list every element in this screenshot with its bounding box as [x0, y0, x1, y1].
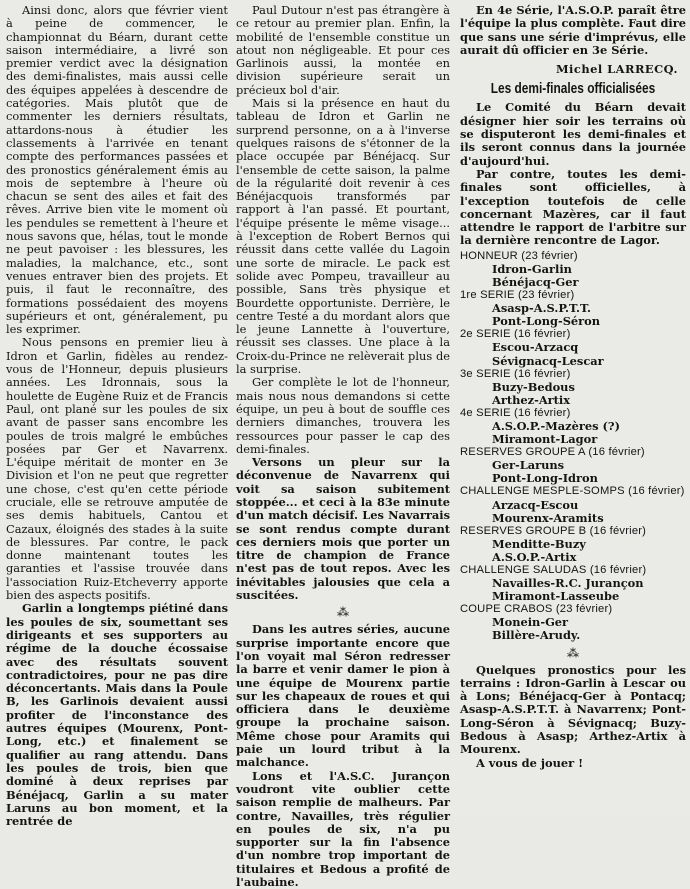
article-paragraph: Ger complète le lot de l'honneur, mais nous nous demandons si cette équipe, un peu à bout de souffle ces derniers dimanches, trouvera les ressources pour passer le cap des demi-finales.: [236, 375, 450, 456]
fixture-category: CHALLENGE SALUDAS (16 février): [460, 564, 647, 576]
article-paragraph: Garlin a longtemps piétiné dans les poules de six, soumettant ses dirigeants et ses supporters au régime de la douche écossaise avec des résultats souvent contradictoires, pour ne pas dire déconcertants. Mais dans la Poule B, les Garlinois devaient aussi profiter de l'inconstance des autres équipes (Mourenx, Pont-Long, etc.) et finalement se qualifier au rang attendu. Dans les poules de trois, bien que dominé à deux reprises par Bénéjacq, Garlin a su mater Laruns au bon moment, et la rentrée de: [6, 601, 228, 829]
fixture-match: Navailles-R.C. Jurançon: [492, 576, 644, 591]
fixture-match: Mourenx-Aramits: [492, 510, 604, 525]
author-signature: Michel LARRECQ.: [555, 62, 678, 77]
fixture-match: Ger-Laruns: [492, 458, 565, 473]
article-paragraph: Paul Dutour n'est pas étrangère à ce retour au premier plan. Enfin, la mobilité de l'ensemble constitue un atout non négligeable. Et pour ces Garlinois aussi, la montée en division supérieure serait un précieux bol d'air.: [236, 3, 450, 97]
fixtures-list: [460, 250, 686, 643]
article-paragraph: Versons un pleur sur la déconvenue de Navarrenx qui voit sa saison subitement stoppée... et ceci à la 83e minute d'un match décisif. Les Navarrais se sont rendus compte durant ces derniers mois que porter un titre de champion de France n'est pas de tout repos. Avec les inévitables jalousies que cela a suscitées.: [236, 455, 450, 603]
fixture-match: Arzacq-Escou: [492, 497, 579, 512]
fixture-match: Idron-Garlin: [492, 261, 572, 276]
article-paragraph: Dans les autres séries, aucune surprise importante encore que l'on voyait mal Séron redresser la barre et venir damer le pion à une équipe de Mourenx partie sur les chapeaux de roues et qui officiera dans le deuxième groupe la prochaine saison. Même chose pour Aramits qui paie un lourd tribut à la malchance.: [236, 622, 450, 770]
fixture-match: Menditte-Buzy: [492, 536, 586, 551]
fixture-category: 4e SERIE (16 février): [460, 406, 571, 419]
closing-line: A vous de jouer !: [476, 755, 584, 770]
fixture-match: Escou-Arzacq: [492, 340, 579, 355]
fixture-category: COUPE CRABOS (23 février): [460, 603, 613, 616]
fixture-category: 3e SERIE (16 février): [460, 367, 571, 380]
fixture-match: Bénéjacq-Ger: [492, 274, 579, 289]
semis-headline: Les demi-finales officialisées: [490, 81, 656, 98]
prognostics-paragraph: Quelques pronostics pour les terrains : Idron-Garlin à Lescar ou à Lons; Bénéjacq-Ger à Pontacq; Asasp-A.S.P.T.T. à Navarrenx; Pont-Long-Séron à Sévignacq; Buzy-Bedous à Asasp; Arthez-Artix à Mourenx.: [460, 662, 686, 757]
fixture-match: Sévignacq-Lescar: [492, 353, 604, 368]
fixture-category: 2e SERIE (16 février): [460, 328, 571, 341]
section-separator: ⁂: [337, 605, 349, 620]
article-column-2: [236, 4, 450, 889]
article-paragraph: Lons et l'A.S.C. Jurançon voudront vite oublier cette saison remplie de malheurs. Par contre, Navailles, très régulier en poules de six, n'a pu supporter sur la fin l'absence d'un nombre trop important de titulaires et Bedous a profité de l'aubaine.: [236, 768, 450, 889]
article-paragraph: En 4e Série, l'A.S.O.P. paraît être l'équipe la plus complète. Faut dire que sans une série d'imprévus, elle aurait dû officier en 3e Série.: [460, 3, 686, 57]
fixture-match: A.S.O.P.-Artix: [492, 549, 577, 564]
fixture-category: CHALLENGE MESPLE-SOMPS (16 février): [460, 485, 685, 498]
semis-paragraph: Par contre, toutes les demi-finales sont officielles, à l'exception toutefois de celle concernant Mazères, car il faut attendre le rapport de l'arbitre sur la dernière rencontre de Lagor.: [460, 166, 686, 248]
fixture-category: 1re SERIE (23 février): [460, 289, 575, 302]
fixture-category: RESERVES GROUPE B (16 février): [460, 524, 647, 537]
article-column-3: [460, 4, 686, 770]
fixture-match: Miramont-Lasseube: [492, 589, 620, 604]
fixture-match: Asasp-A.S.P.T.T.: [492, 301, 591, 316]
fixture-match: Buzy-Bedous: [492, 379, 575, 394]
fixture-match: Pont-Long-Séron: [492, 314, 601, 329]
article-paragraph: Nous pensons en premier lieu à Idron et Garlin, fidèles au rendez-vous de l'Honneur, depuis plusieurs années. Les Idronnais, sous la houlette de Eugène Ruiz et de Francis Paul, ont plané sur les poules de six avant de passer sans encombre les poules de trois malgré le embûches posées par Ger et Navarrenx. L'équipe méritait de monter en 3e Division et l'on ne peut que regretter une chose, c'est qu'en cette période cruciale, elle se retrouve amputée de ses demis habituels, Cantou et Cazaux, éloignés des stades à la suite de blessures. Par contre, le pack donne maintenant toutes les garanties et l'assise trouvée dans l'association Ruiz-Etcheverry apporte bien des aspects positifs.: [6, 335, 228, 603]
fixture-match: A.S.O.P.-Mazères (?): [492, 418, 620, 433]
section-separator: ⁂: [567, 645, 579, 660]
fixture-match: Arthez-Artix: [492, 392, 571, 407]
semis-paragraph: Le Comité du Béarn devait désigner hier soir les terrains où se disputeront les demi-finales et ils seront connus dans la journée d'aujourd'hui.: [460, 100, 686, 168]
article-paragraph: Ainsi donc, alors que février vient à peine de commencer, le championnat du Béarn, durant cette saison intermédiaire, a livré son premier verdict avec la désignation des demi-finalistes, mais aussi celle des équipes appelées à descendre de catégories. Mais plutôt que de commenter les derniers résultats, attardons-nous à étudier les classements à l'arrivée en tenant compte des performances passées et des pronostics généralement émis au mois de septembre à l'heure où chacun se sent des ailes et fait des rêves. Arrive bien vite le moment où les pendules se remettent à l'heure et nous savons que, hélas, tout le monde ne peut pavoiser : les blessures, les maladies, la malchance, etc., sont venues entraver bien des projets. Et puis, il faut le reconnaître, des formations possédaient des moyens supérieurs et ont, généralement, pu les exprimer.: [6, 3, 228, 337]
fixture-match: Pont-Long-Idron: [492, 471, 598, 486]
fixture-match: Billère-Arudy.: [492, 628, 581, 643]
article-paragraph: Mais si la présence en haut du tableau de Idron et Garlin ne surprend personne, on a à l'inverse quelques raisons de s'étonner de la place occupée par Bénéjacq. Sur l'ensemble de cette saison, la palme de la régularité doit revenir à ces Bénéjacquois transformés par rapport à l'an passé. Et pourtant, l'équipe présente le même visage... à l'exception de Robert Bernos qui réussit dans cette vallée du Lagoin une sorte de miracle. Le pack est solide avec Pompeu, travailleur au possible, Sans très physique et Bourdette opportuniste. Derrière, le centre Testé a du mordant alors que le jeune Lannette à l'ouverture, réussit ses classes. Une place à la Croix-du-Prince ne relèverait plus de la surprise.: [236, 96, 450, 377]
fixture-category: RESERVES GROUPE A (16 février): [460, 446, 645, 459]
article-column-1: [6, 4, 228, 828]
fixture-match: Monein-Ger: [492, 615, 569, 630]
fixture-match: Miramont-Lagor: [492, 432, 598, 447]
fixture-category: HONNEUR (23 février): [460, 249, 578, 262]
